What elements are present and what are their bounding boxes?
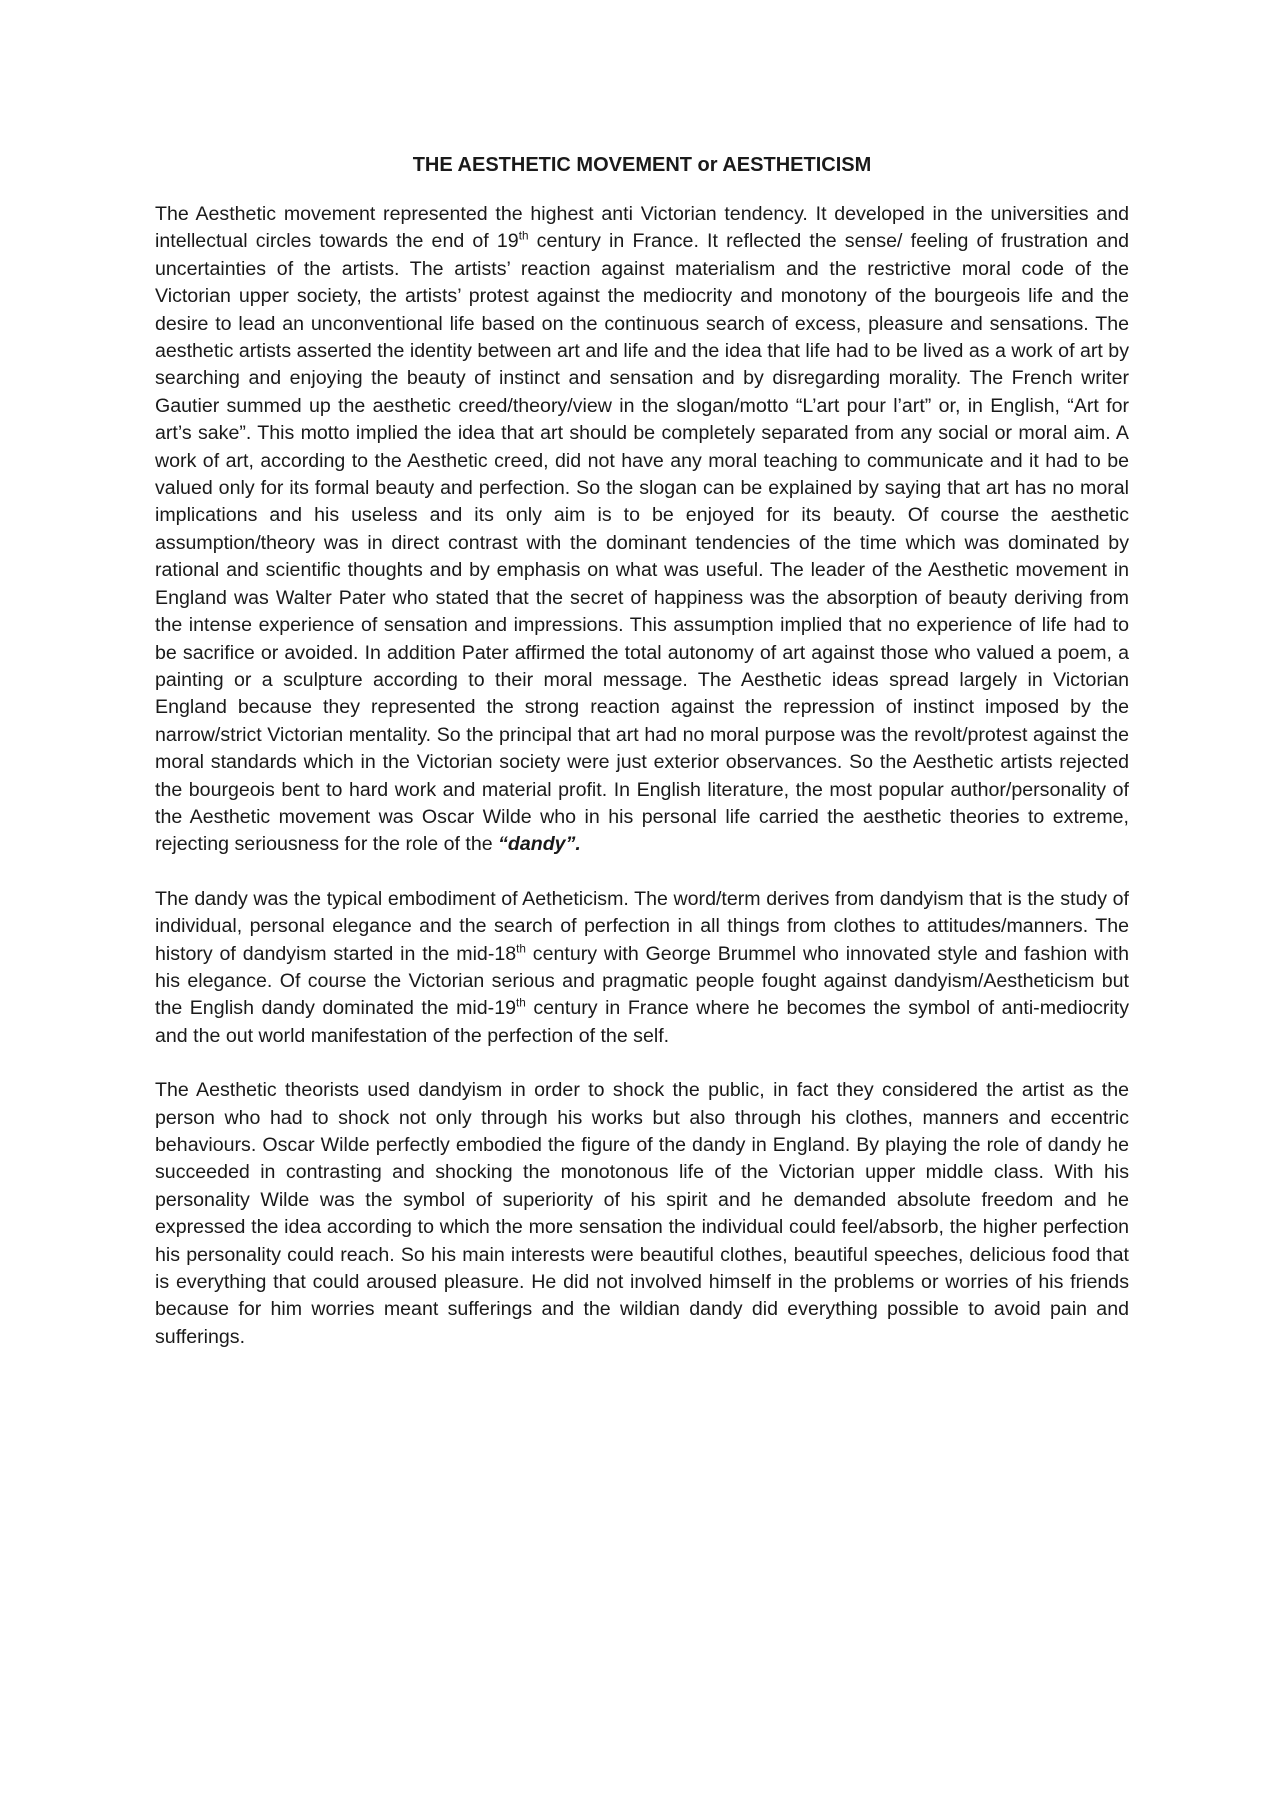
paragraph-theorists: The Aesthetic theorists used dandyism in order to shock the public, in fact they considered the artist as the person who had to shock not only through his works but also through his clothes, manners and eccentric behaviours. Oscar Wilde perfectly embodied the figure of the dandy in England. By playing the role of dandy he succeeded in contrasting and shocking the monotonous life of the Victorian upper middle class. With his personality Wilde was the symbol of superiority of his spirit and he demanded absolute freedom and he expressed the idea according to which the more sensation the individual could feel/absorb, the higher perfection his personality could reach. So his main interests were beautiful clothes, beautiful speeches, delicious food that is everything that could aroused pleasure. He did not involved himself in the problems or worries of his friends because for him worries meant sufferings and the wildian dandy did everything possible to avoid pain and sufferings. [155, 1079, 1129, 1348]
paragraph-aesthetic-movement [155, 201, 1129, 859]
paragraph-dandy [155, 886, 1129, 1050]
paragraph-text: The Aesthetic movement represented the highest anti Victorian tendency. It developed in the universities and intellectual circles towards the end of 19 [155, 203, 1129, 253]
paragraph-text: The dandy was the typical embodiment of Aetheticism. The word/term derives from dandyism that is the study of individual, personal elegance and the search of perfection in all things from clothes to attitudes/manners. The history of dandyism started in the mid-18 [155, 887, 1129, 965]
paragraph-text: century in France where he becomes the symbol of anti-mediocrity and the out world manifestation of the perfection of the self. [155, 997, 1129, 1047]
paragraph-text: century in France. It reflected the sense/ feeling of frustration and uncertainties of the artists. The artists’ reaction against materialism and the restrictive moral code of the Victorian upper society, the artists’ protest against the mediocrity and monotony of the bourgeois life and the desire to lead an unconventional life based on the continuous search of excess, pleasure and sensations. The aesthetic artists asserted the identity between art and life and the idea that life had to be lived as a work of art by searching and enjoying the beauty of instinct and sensation and by disregarding morality. The French writer Gautier summed up the aesthetic creed/theory/view in the slogan/motto “L’art pour l’art” or, in English, “Art for art’s sake”. This motto implied the idea that art should be completely separated from any social or moral aim. A work of art, according to the Aesthetic creed, did not have any moral teaching to communicate and it had to be valued only for its formal beauty and perfection. So the slogan can be explained by saying that art has no moral implications and his useless and its only aim is to be enjoyed for its beauty. Of course the aesthetic assumption/theory was in direct contrast with the dominant tendencies of the time which was dominated by rational and scientific thoughts and by emphasis on what was useful. The leader of the Aesthetic movement in England was Walter Pater who stated that the secret of happiness was the absorption of beauty deriving from the intense experience of sensation and impressions. This assumption implied that no experience of life had to be sacrifice or avoided. In addition Pater affirmed the total autonomy of art against those who valued a poem, a painting or a sculpture according to their moral message. The Aesthetic ideas spread largely in Victorian England because they represented the strong reaction against the repression of instinct imposed by the narrow/strict Victorian mentality. So the principal that art had no moral purpose was the revolt/protest against the moral standards which in the Victorian society were just exterior observances. So the Aesthetic artists rejected the bourgeois bent to hard work and material profit. In English literature, the most popular author/personality of the Aesthetic movement was Oscar Wilde who in his personal life carried the aesthetic theories to extreme, rejecting seriousness for the role of the [155, 230, 1129, 856]
ordinal-superscript: th [516, 941, 526, 955]
ordinal-superscript: th [518, 229, 529, 243]
dandy-emphasis: “dandy”. [498, 833, 581, 856]
paragraph-text: century with George Brummel who innovated style and fashion with his elegance. Of course the Victorian serious and pragmatic people fought against dandyism/Aestheticism but the English dandy dominated the mid-19 [155, 942, 1129, 1020]
document-title: THE AESTHETIC MOVEMENT or AESTHETICISM [412, 154, 872, 176]
document-page [155, 150, 1129, 1351]
ordinal-superscript: th [516, 996, 526, 1010]
